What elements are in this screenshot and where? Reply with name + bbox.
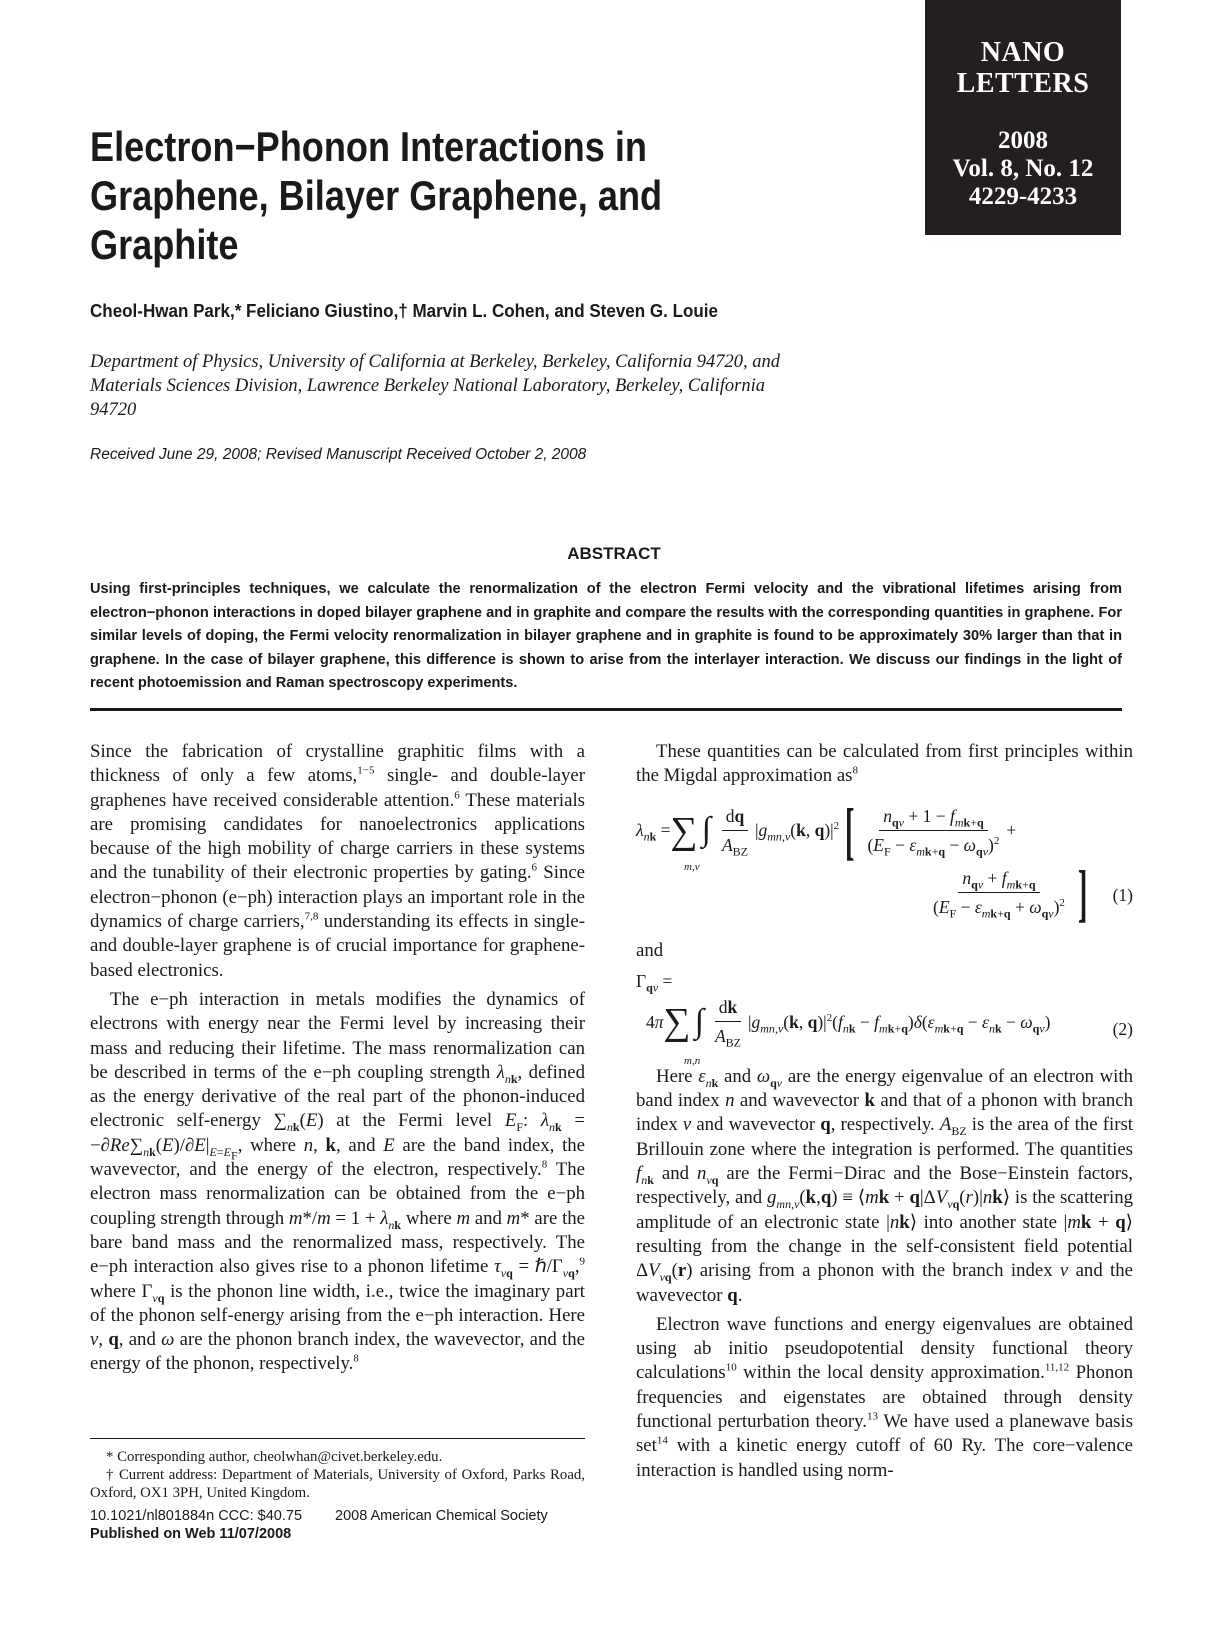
published-line: Published on Web 11/07/2008	[90, 1526, 292, 1542]
journal-name-line2: LETTERS	[956, 68, 1090, 99]
equation-2: $\Gamma_{q\nu}$ = 4π ∑ ∫ $\frac{dk}{A_{BZ}}$ $|g_{mn,\nu}(k$, $q)|^2(f_{nk} - f_{mk+q})\delta(\varepsilon_{mk+q} - \varepsilon_{nk} - \omega_{q\nu})$ m,n (2)	[636, 970, 1133, 1067]
equation-1: $\lambda_{nk}$ = ∑ ∫ $\frac{dq}{A_{BZ}}$ $|g_{mn,\nu}(k$, $q)|^2$ [ $\frac{n_{q\nu} + 1 - f_{mk+q}}{(E_F - \varepsilon_{mk+q} - \omega_{q\nu})^2}$ + m,ν $\frac{n_{q\nu} + f_{mk+q}}{(E_F - \varepsilon_{mk+q} + \omega_{q\nu})^2}$ ] (1)	[636, 794, 1133, 928]
footnote-address: † Current address: Department of Materials, University of Oxford, Parks Road, Oxford, OX1 3PH, United Kingdom.	[90, 1467, 585, 1501]
abstract-divider	[90, 708, 1122, 711]
journal-year: 2008	[998, 127, 1048, 154]
equation-2-number: (2)	[1112, 1018, 1133, 1039]
journal-badge	[925, 0, 1121, 235]
author-list: Cheol-Hwan Park,* Feliciano Giustino,† Marvin L. Cohen, and Steven G. Louie	[90, 300, 718, 321]
abstract-heading: ABSTRACT	[567, 544, 661, 563]
body-paragraph: Electron wave functions and energy eigenvalues are obtained using ab initio pseudopotential density functional theory calculations$^{10}$ within the local density approximation.$^{11,12}$ Phonon frequencies and eigenstates are obtained through density functional perturbation theory.$^{13}$ We have used a planewave basis set$^{14}$ with a kinetic energy cutoff of 60 Ry. The core−valence interaction is handled using norm-	[636, 1313, 1134, 1481]
body-column-left	[90, 740, 585, 1377]
and-word: and	[636, 939, 664, 961]
affiliation: Department of Physics, University of California at Berkeley, Berkeley, California 94720, and Materials Sciences Division, Lawrence Berkeley National Laboratory, Berkeley, California 94720	[90, 352, 781, 420]
journal-pages: 4229-4233	[968, 183, 1078, 210]
equation-1-number: (1)	[1112, 884, 1133, 905]
body-column-right	[636, 740, 1133, 1483]
footnote-corresponding: * Corresponding author, cheolwhan@civet.berkeley.edu.	[106, 1449, 443, 1465]
body-paragraph: These quantities can be calculated from first principles within the Migdal approximation $as^8$	[636, 741, 1133, 787]
journal-name-line1: NANO	[980, 37, 1066, 68]
received-dates: Received June 29, 2008; Revised Manuscript Received October 2, 2008	[90, 446, 587, 463]
body-paragraph: The e−ph interaction in metals modifies the dynamics of electrons with energy near the Fermi level by increasing their mass and reducing their lifetime. The mass renormalization can be described in terms of the e−ph coupling strength $\lambda_{nk}$, defined as the energy derivative of the real part of the phonon-induced electronic self-energy $\sum_{nk}(E)$ at the Fermi level $E_F$: $\lambda_{nk} = -\partial Re\sum_{nk}(E)/\partial E|_{E=E_F}$, where n, k, and E are the band index, the wavevector, and the energy of the electron, respectively.$^8$ The electron mass renormalization can be obtained from the e−ph coupling strength through $m*/m = 1 + \lambda_{nk}$ where m and m* are the bare band mass and the renormalized mass, respectively. The e−ph interaction also gives rise to a phonon lifetime $\tau_{\nu q}$ = $\hbar/\Gamma_{\nu q},^9$ where $\Gamma_{\nu q}$ is the phonon line width, i.e., twice the imaginary part of the phonon self-energy arising from the e−ph interaction. Here ν, q, and ω are the phonon branch index, the wavevector, and the energy of the phonon, respectively.$^8$	[90, 988, 586, 1375]
journal-volume: Vol. 8, No. 12	[952, 155, 1094, 182]
footnotes	[90, 1448, 585, 1502]
copyright: 2008 American Chemical Society	[335, 1508, 548, 1524]
article-title: Electron−Phonon Interactions in Graphene, Bilayer Graphene, and Graphite	[90, 123, 663, 268]
doi-line: 10.1021/nl801884n CCC: $40.75	[90, 1508, 303, 1524]
abstract-text: Using first-principles techniques, we calculate the renormalization of the electron Fermi velocity and the vibrational lifetimes arising from electron−phonon interactions in doped bilayer graphene and in graphite and compare the results with the corresponding quantities in graphene. For similar levels of doping, the Fermi velocity renormalization in bilayer graphene and in graphite is found to be approximately 30% larger than that in graphene. In the case of bilayer graphene, this difference is shown to arise from the interlayer interaction. We discuss our findings in the light of recent photoemission and Raman spectroscopy experiments.	[90, 581, 1122, 691]
body-paragraph: Here $\varepsilon_{nk}$ and $\omega_{q\nu}$ are the energy eigenvalue of an electron with band index n and wavevector k and that of a phonon with branch index ν and wavevector q, respectively. $A_{BZ}$ is the area of the first Brillouin zone where the integration is performed. The quantities $f_{nk}$ and $n_{\nu q}$ are the Fermi−Dirac and the Bose−Einstein factors, respectively, and $g_{mn,\nu}(k,q)$ ≡ ⟨mk + $q|\Delta V_{\nu q}(r)|nk⟩$ is the scattering amplitude of an electronic state |nk⟩ into another state |mk + q⟩ resulting from the change in the self-consistent field potential $\Delta V_{\nu q}(r)$ arising from a phonon with the branch index ν and the wavevector q.	[636, 1065, 1134, 1306]
doi-block	[90, 1507, 302, 1543]
body-paragraph: Since the fabrication of crystalline graphitic films with a thickness of only a few atoms,$^{1-5}$ single- and double-layer graphenes have received considerable attention.$^6$ These materials are promising candidates for nanoelectronics applications because of the high mobility of charge carriers in these systems and the tunability of their electronic properties by gating.$^6$ Since electron−phonon (e−ph) interaction plays an important role in the dynamics of charge carriers,$^{7,8}$ understanding its effects in single- and double-layer graphene is of crucial importance for graphene-based electronics.	[90, 741, 586, 981]
footnote-divider	[90, 1438, 585, 1439]
